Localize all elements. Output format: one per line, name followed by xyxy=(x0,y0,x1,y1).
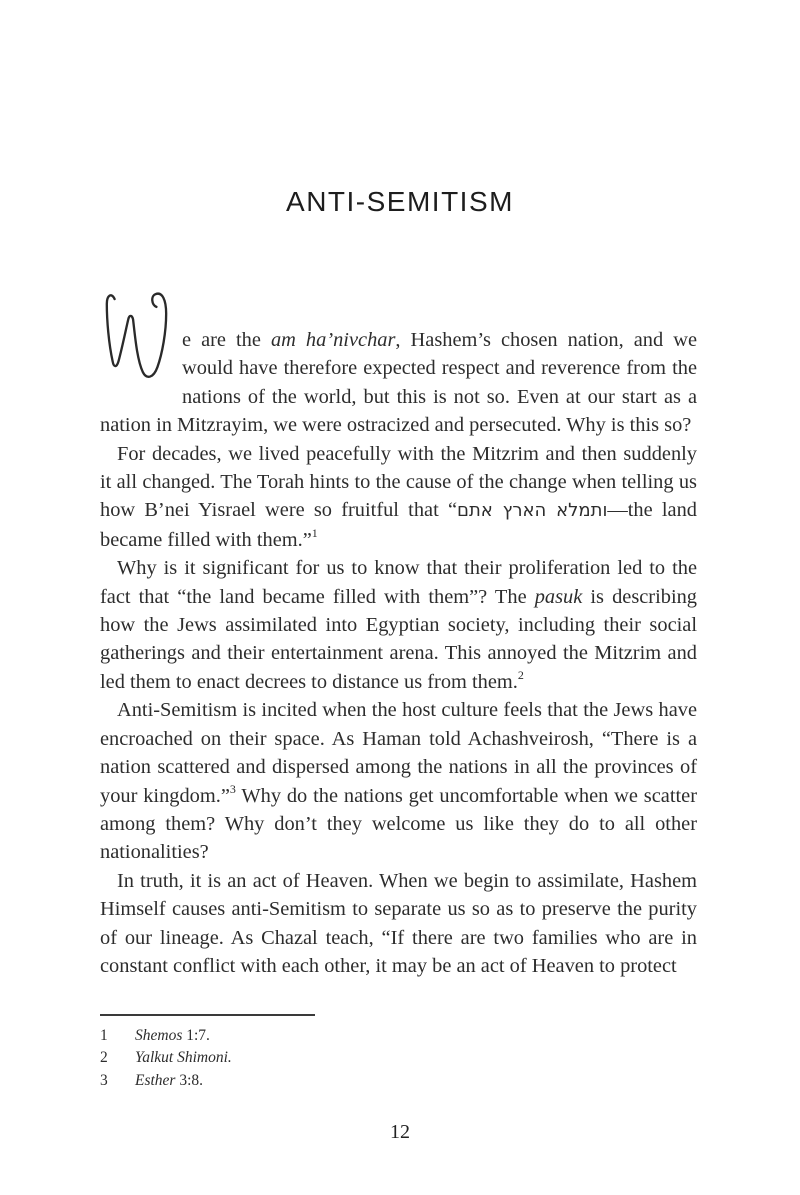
chapter-title: ANTI-SEMITISM xyxy=(286,186,514,217)
footnote xyxy=(100,1047,697,1069)
text-run: Anti-Semitism is incited when the host culture feels that the Jews have encroached on their space. As Haman told Achashveirosh, “There is a nation scattered and dispersed among the nations in all the provinces of your kingdom.” xyxy=(100,699,697,807)
paragraph xyxy=(100,326,697,440)
text-run: 1:7. xyxy=(182,1027,210,1044)
hebrew-phrase: ותמלא הארץ אתם xyxy=(457,500,608,522)
footnote-text xyxy=(135,1070,203,1092)
text-run: e are the xyxy=(182,329,271,351)
footnote-number: 1 xyxy=(100,1027,108,1044)
text-run: is describing how the Jews assimilated into Egyptian society, including their social gatherings and their entertainment arena. This annoyed the Mitzrim and led them to enact decrees to distance us from them. xyxy=(100,585,698,693)
script-w-icon xyxy=(100,288,172,388)
italic-term: am ha’nivchar xyxy=(270,329,396,351)
source-title: Shemos xyxy=(135,1027,183,1044)
footnote-marker: 2 xyxy=(517,668,524,683)
dropcap-letter-w xyxy=(100,326,182,383)
footnote-list xyxy=(100,1025,697,1092)
paragraph xyxy=(100,440,697,555)
text-run: Why do the nations get uncomfortable when we scatter among them? Why don’t they welcome us like they do to all other nationalities? xyxy=(100,784,698,864)
footnote-marker: 3 xyxy=(229,781,236,796)
text-run: For decades, we lived peacefully with the Mitzrim and then suddenly it all changed. The Torah hints to the cause of the change when telling us how B’nei Yisrael were so fruitful that “ xyxy=(100,442,697,522)
text-run: Why is it significant for us to know that their proliferation led to the fact that “the land became filled with them”? The xyxy=(100,557,697,608)
page-number: 12 xyxy=(390,1121,410,1143)
footnote-number: 2 xyxy=(100,1049,108,1067)
text-run: , Hashem’s chosen nation, and we would have therefore expected respect and reverence from the nations of the world, but this is not so. Even at our start as a nation in Mitzrayim, we were ostracized and persecuted. Why is this so? xyxy=(100,329,697,437)
footnote-number: 3 xyxy=(100,1071,108,1089)
source-title: Yalkut Shimoni. xyxy=(135,1049,232,1067)
paragraph xyxy=(100,554,697,696)
footnote-text xyxy=(135,1025,210,1047)
text-run: In truth, it is an act of Heaven. When we begin to assimilate, Hashem Himself causes anti-Semitism to separate us so as to preserve the purity of our lineage. As Chazal teach, “If there are two families who are in constant conflict with each other, it may be an act of Heaven to protect xyxy=(100,869,697,977)
footnotes-section xyxy=(100,1014,697,1092)
footnote xyxy=(100,1025,697,1047)
footnote xyxy=(100,1070,697,1092)
footnote-marker: 1 xyxy=(311,526,318,541)
text-run: —the land became filled with them.” xyxy=(100,499,697,551)
text-run: 3:8. xyxy=(175,1071,204,1089)
footnote-divider xyxy=(100,1014,315,1016)
paragraph xyxy=(100,867,697,981)
italic-term: pasuk xyxy=(534,585,583,608)
footnote-text xyxy=(135,1047,232,1069)
body-text xyxy=(100,326,697,980)
paragraph xyxy=(100,696,697,866)
source-title: Esther xyxy=(135,1071,176,1089)
